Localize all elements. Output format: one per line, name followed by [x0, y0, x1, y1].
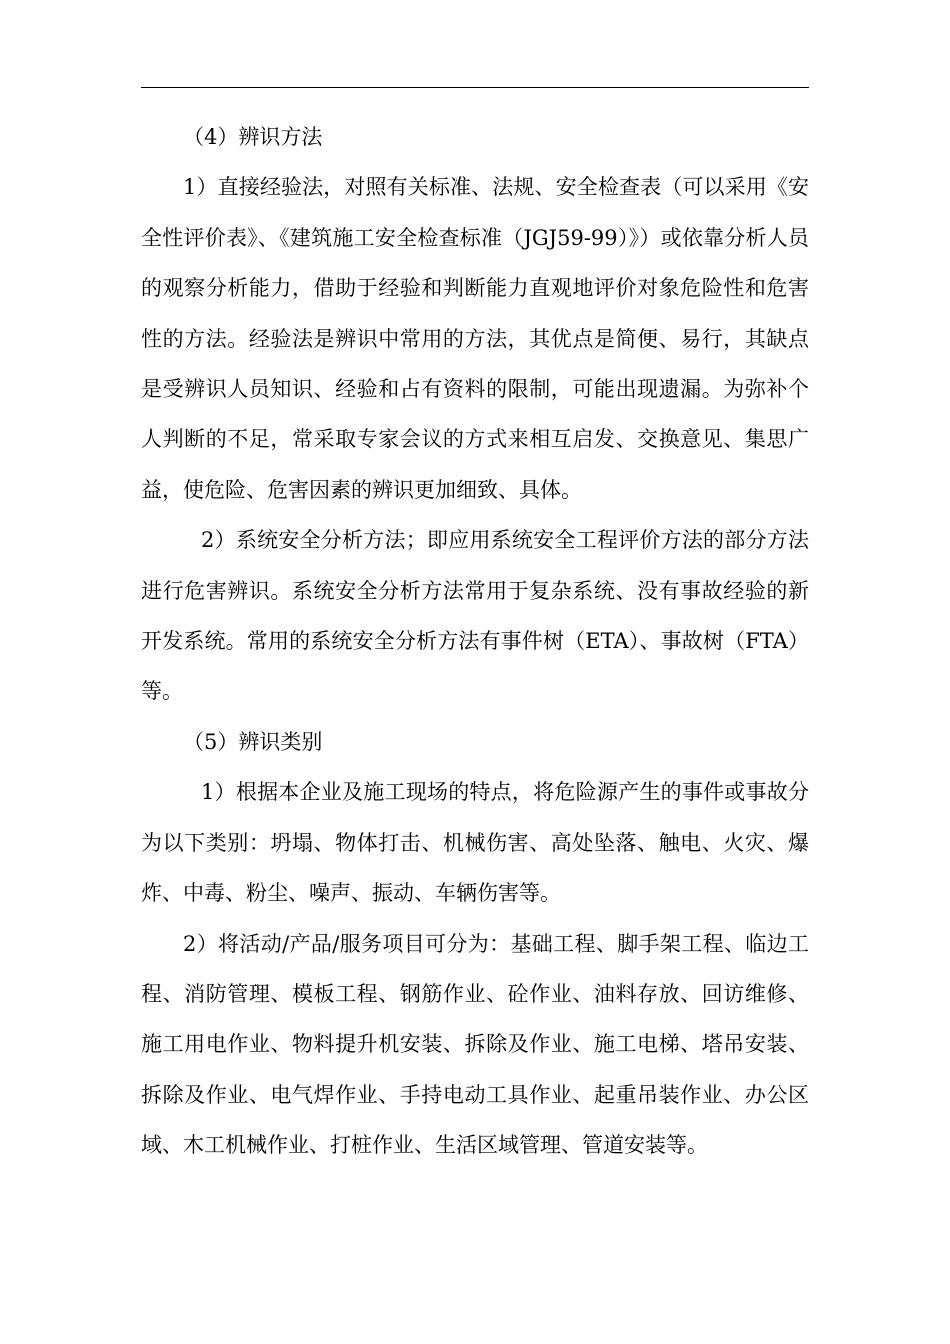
header-rule — [141, 87, 809, 88]
paragraph-experience-method: 1）直接经验法，对照有关标准、法规、安全检查表（可以采用《安全性评价表》、《建筑施工安全检查标准（JGJ59-99）》）或依靠分析人员的观察分析能力，借助于经验和判断能力直观地评价对象危险性和危害性的方法。经验法是辨识中常用的方法，其优点是简便、易行，其缺点是受辨识人员知识、经验和占有资料的限制，可能出现遗漏。为弥补个人判断的不足，常采取专家会议的方式来相互启发、交换意见、集思广益，使危险、危害因素的辨识更加细致、具体。 — [141, 175, 809, 502]
document-body — [141, 112, 809, 1171]
paragraph-event-categories: 1）根据本企业及施工现场的特点，将危险源产生的事件或事故分为以下类别：坍塌、物体打击、机械伤害、高处坠落、触电、火灾、爆炸、中毒、粉尘、噪声、振动、车辆伤害等。 — [141, 780, 809, 906]
section-heading-identification-categories: （5）辨识类别 — [183, 729, 323, 754]
paragraph-system-safety-analysis: 2）系统安全分析方法；即应用系统安全工程评价方法的部分方法进行危害辨识。系统安全分析方法常用于复杂系统、没有事故经验的新开发系统。常用的系统安全分析方法有事件树（ETA）、事故树（FTA）等。 — [141, 528, 809, 704]
paragraph-activity-items: 2）将活动/产品/服务项目可分为：基础工程、脚手架工程、临边工程、消防管理、模板工程、钢筋作业、砼作业、油料存放、回访维修、施工用电作业、物料提升机安装、拆除及作业、施工电梯、塔吊安装、拆除及作业、电气焊作业、手持电动工具作业、起重吊装作业、办公区域、木工机械作业、打桩作业、生活区域管理、管道安装等。 — [141, 931, 809, 1158]
section-heading-identification-methods: （4）辨识方法 — [183, 125, 323, 149]
